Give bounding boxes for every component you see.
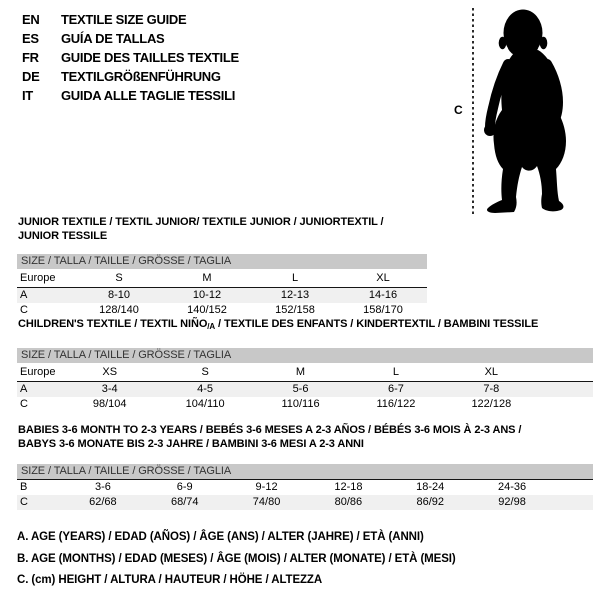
height-cell: 158/170 <box>363 304 403 316</box>
age-cell: 4-5 <box>197 383 214 395</box>
row-label: Europe <box>20 366 56 378</box>
table-title <box>18 423 593 451</box>
age-cell: 24-36 <box>497 481 527 493</box>
age-cell: 5-6 <box>292 383 309 395</box>
size-header-bar: SIZE / TALLA / TAILLE / GRÖSSE / TAGLIA <box>17 254 427 269</box>
list-item <box>22 48 239 67</box>
legend-block <box>17 527 456 592</box>
size-cell: M <box>202 272 212 284</box>
age-cell: 6-9 <box>176 481 193 493</box>
size-cell: M <box>295 366 306 378</box>
age-cell: 12-13 <box>280 289 310 301</box>
guide-title: TEXTILE SIZE GUIDE <box>61 12 187 27</box>
legend-line-b: B. AGE (MONTHS) / EDAD (MESES) / ÂGE (MOIS) / ALTER (MONATE) / ETÀ (MESI) <box>17 552 456 565</box>
list-item <box>22 67 239 86</box>
size-header-bar: SIZE / TALLA / TAILLE / GRÖSSE / TAGLIA <box>17 348 593 363</box>
guide-title: GUIDE DES TAILLES TEXTILE <box>61 50 239 65</box>
junior-textile-table <box>17 215 427 318</box>
size-cell: L <box>291 272 299 284</box>
height-cell: 98/104 <box>92 398 127 410</box>
age-cell: 3-6 <box>94 481 111 493</box>
size-cell: XL <box>376 272 390 284</box>
table-row <box>17 288 427 303</box>
legend-line-a: A. AGE (YEARS) / EDAD (AÑOS) / ÂGE (ANS) / ALTER (JAHRE) / ETÀ (ANNI) <box>17 531 424 543</box>
table-row <box>17 397 593 412</box>
table-title <box>18 317 593 334</box>
age-cell: 3-4 <box>101 383 118 395</box>
size-cell: S <box>201 366 209 378</box>
table-row <box>17 495 593 510</box>
age-cell: 12-18 <box>334 481 363 493</box>
size-cell: S <box>115 272 123 284</box>
height-cell: 68/74 <box>170 496 199 508</box>
list-item <box>22 86 239 105</box>
title-text: CHILDREN'S TEXTILE / TEXTIL NIÑO <box>18 318 208 330</box>
height-cell: 92/98 <box>498 496 526 508</box>
size-cell: L <box>392 366 399 378</box>
language-title-list <box>22 10 239 105</box>
age-cell: 18-24 <box>416 481 445 493</box>
height-cell: 80/86 <box>334 496 363 508</box>
height-cell: 110/116 <box>281 398 320 410</box>
table-row <box>17 382 593 397</box>
table-row <box>17 303 427 318</box>
language-code: FR <box>22 50 39 65</box>
list-item <box>22 29 239 48</box>
guide-title: GUIDA ALLE TAGLIE TESSILI <box>61 88 236 103</box>
list-item <box>22 10 239 29</box>
children-textile-table <box>17 317 593 412</box>
row-label: C <box>20 496 28 508</box>
size-cell: XL <box>484 366 499 378</box>
age-cell: 10-12 <box>192 289 222 301</box>
age-cell: 9-12 <box>255 481 278 493</box>
language-code: IT <box>22 88 33 103</box>
table-title: JUNIOR TEXTILE / TEXTIL JUNIOR/ TEXTILE JUNIOR / JUNIORTEXTIL / JUNIOR TESSILE <box>18 216 384 242</box>
guide-title: GUÍA DE TALLAS <box>61 31 165 46</box>
age-cell: 6-7 <box>387 383 404 395</box>
title-subscript: /A <box>207 322 216 331</box>
height-cell: 86/92 <box>416 496 444 508</box>
height-cell: 62/68 <box>89 496 117 508</box>
row-label: A <box>20 383 28 395</box>
height-cell: 140/152 <box>187 304 227 316</box>
title-text: / TEXTILE DES ENFANTS / KINDERTEXTIL / BAMBINI TESSILE <box>215 318 539 330</box>
language-code: EN <box>22 12 40 27</box>
size-cell: XS <box>102 366 118 378</box>
height-cell: 116/122 <box>376 398 416 410</box>
babies-textile-table <box>17 423 593 510</box>
age-cell: 7-8 <box>483 383 500 395</box>
height-cell: 74/80 <box>252 496 281 508</box>
height-measure-label: C <box>454 103 463 117</box>
title-line: BABIES 3-6 MONTH TO 2-3 YEARS / BEBÉS 3-6 MESES A 2-3 AÑOS / BÉBÉS 3-6 MOIS À 2-3 ANS / <box>18 424 522 436</box>
height-cell: 128/140 <box>99 304 139 316</box>
height-cell: 122/128 <box>471 398 512 410</box>
row-label: A <box>20 289 28 301</box>
age-cell: 8-10 <box>107 289 131 301</box>
row-label: C <box>20 304 28 316</box>
row-label: C <box>20 398 28 410</box>
language-code: ES <box>22 31 39 46</box>
row-label: Europe <box>20 272 56 284</box>
table-row <box>17 480 593 495</box>
legend-line-c: C. (cm) HEIGHT / ALTURA / HAUTEUR / HÖHE / ALTEZZA <box>17 574 323 586</box>
table-row <box>17 363 593 382</box>
table-row <box>17 269 427 288</box>
height-measure-dotted-line <box>472 8 474 214</box>
toddler-silhouette-icon <box>481 6 589 214</box>
height-cell: 152/158 <box>275 304 315 316</box>
row-label: B <box>20 481 28 493</box>
title-line: BABYS 3-6 MONATE BIS 2-3 JAHRE / BAMBINI 3-6 MESI A 2-3 ANNI <box>18 438 364 450</box>
guide-title: TEXTILGRÖßENFÜHRUNG <box>61 69 221 84</box>
height-cell: 104/110 <box>185 398 225 410</box>
language-code: DE <box>22 69 40 84</box>
age-cell: 14-16 <box>368 289 398 301</box>
size-header-bar: SIZE / TALLA / TAILLE / GRÖSSE / TAGLIA <box>17 464 593 480</box>
